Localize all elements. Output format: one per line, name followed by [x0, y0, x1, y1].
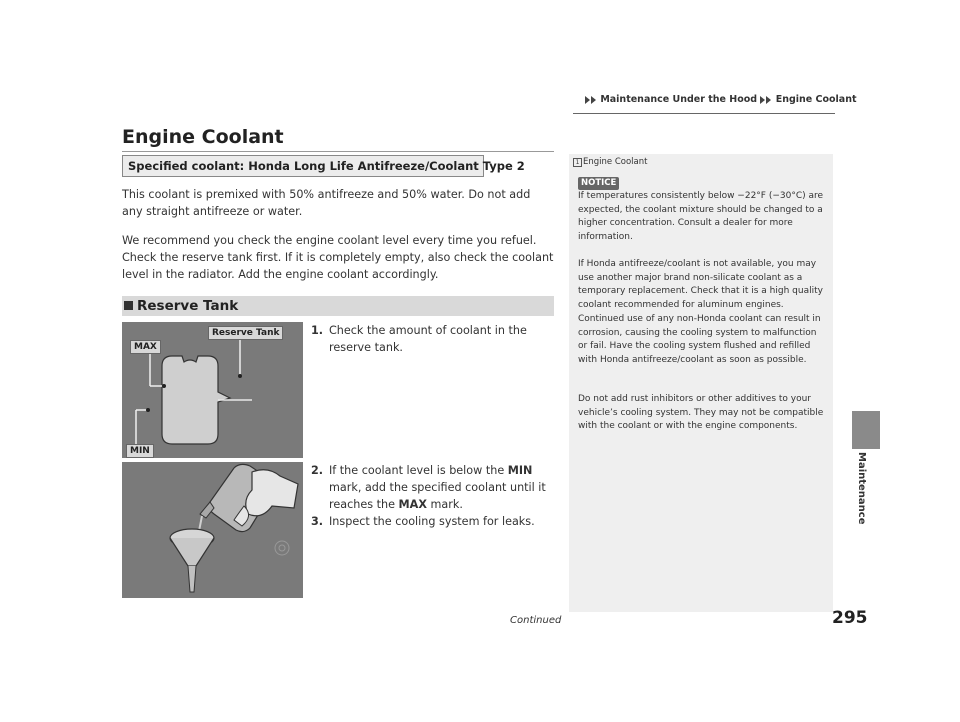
step-text: Check the amount of coolant in the reserve tank.	[329, 324, 527, 354]
reference-box-icon: 1	[573, 158, 582, 167]
step-3	[311, 513, 556, 530]
notes-heading-text: Engine Coolant	[583, 157, 648, 167]
specified-coolant-box: Specified coolant: Honda Long Life Antifreeze/Coolant Type 2	[122, 155, 484, 177]
title-rule	[122, 151, 554, 152]
step-1	[311, 322, 556, 356]
pouring-coolant-illustration	[122, 462, 303, 598]
step-number: 3.	[311, 515, 324, 528]
notes-heading	[573, 157, 647, 167]
reserve-tank-illustration	[122, 322, 303, 458]
step-number: 2.	[311, 464, 324, 477]
min-mark-text: MIN	[507, 464, 533, 477]
breadcrumb-item-maintenance[interactable]: Maintenance Under the Hood	[600, 94, 758, 105]
step-text-mid: mark, add the specified coolant until it reaches the	[329, 481, 546, 511]
step-list-bottom	[311, 462, 556, 530]
triangle-right-icon	[760, 96, 765, 104]
premix-paragraph: This coolant is premixed with 50% antifreeze and 50% water. Do not add any straight antifreeze or water.	[122, 188, 531, 218]
step-text-pre: If the coolant level is below the	[329, 464, 508, 477]
triangle-right-icon	[585, 96, 590, 104]
page-number: 295	[832, 608, 868, 628]
max-mark-text: MAX	[398, 498, 427, 511]
section-heading-text: Reserve Tank	[137, 298, 239, 314]
triangle-right-icon	[766, 96, 771, 104]
step-2	[311, 462, 556, 513]
header-rule	[573, 113, 835, 114]
page-title: Engine Coolant	[122, 126, 284, 148]
triangle-right-icon	[591, 96, 596, 104]
note-alternative-coolant: If Honda antifreeze/coolant is not available, you may use another major brand non-silicate coolant as a temporary replacement. Check that it is a high quality coolant recommended for aluminum engines. Continued use of any non-Honda coolant can result in corrosion, causing the cooling system to malfunction or fail. Have the cooling system flushed and refilled with Honda antifreeze/coolant as soon as possible.	[578, 259, 823, 365]
side-tab-label: Maintenance	[856, 452, 867, 525]
breadcrumb-item-coolant[interactable]: Engine Coolant	[775, 94, 857, 105]
note-temperature: If temperatures consistently below −22°F (−30°C) are expected, the coolant mixture should be changed to a higher concentration. Consult a dealer for more information.	[578, 191, 824, 243]
step-number: 1.	[311, 324, 324, 337]
min-label: MIN	[126, 444, 154, 458]
square-bullet-icon	[124, 301, 133, 310]
step-text: Inspect the cooling system for leaks.	[329, 515, 535, 528]
reserve-tank-label: Reserve Tank	[208, 326, 283, 340]
step-list-top	[311, 322, 556, 356]
step-text-post: mark.	[426, 498, 463, 511]
note-additives: Do not add rust inhibitors or other additives to your vehicle’s cooling system. They may not be compatible with the coolant or with the engine components.	[578, 394, 824, 432]
pouring-drawing	[122, 462, 303, 598]
notice-badge: NOTICE	[578, 177, 619, 190]
breadcrumb	[585, 94, 857, 105]
side-tab[interactable]	[852, 411, 880, 449]
max-label: MAX	[130, 340, 161, 354]
continued-label: Continued	[510, 615, 562, 626]
recommendation-paragraph: We recommend you check the engine coolant level every time you refuel. Check the reserve tank first. If it is completely empty, also check the coolant level in the radiator. Add the engine coolant accordingly.	[122, 234, 554, 281]
section-heading	[122, 296, 554, 316]
